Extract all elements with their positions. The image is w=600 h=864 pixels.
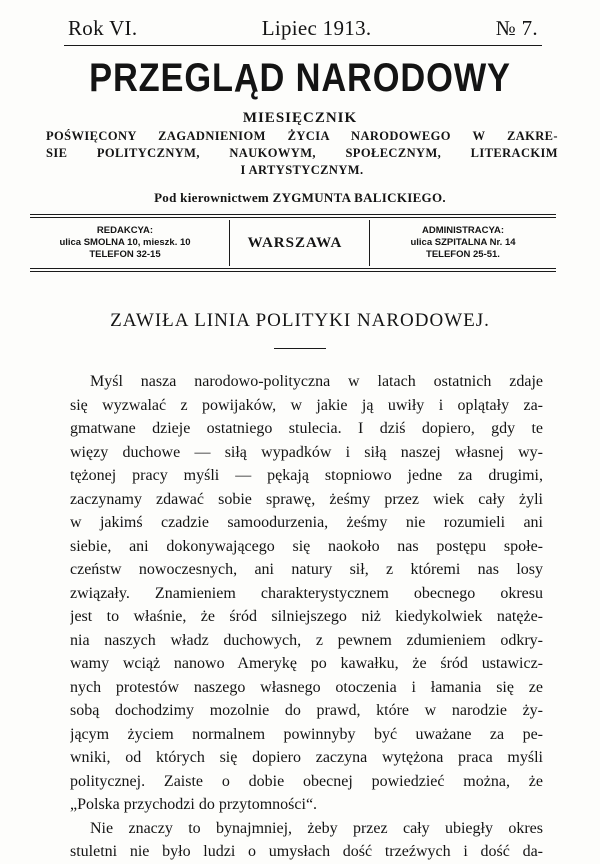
issue-number: № 7. (495, 16, 538, 40)
editor-line: Pod kierownictwem ZYGMUNTA BALICKIEGO. (154, 190, 446, 205)
issue-date: Lipiec 1913. (261, 16, 372, 40)
administration-phone: TELEFON 25-51. (426, 249, 500, 260)
article-headline: ZAWIŁA LINIA POLITYKI NARODOWEJ. (110, 310, 490, 331)
article-line: jest to właśnie, że śród silniejszego niż kiedykolwiek natęże- (70, 608, 543, 625)
article-line: sobą dochodzimy mozolnie do prawd, które w narodzie ży- (70, 702, 543, 719)
info-bar-top-rule (30, 214, 556, 215)
article-line: Myśl nasza narodowo-polityczna w latach ostatnich zdaje (90, 373, 543, 390)
article-line: nych protestów naszego własnego otoczenia i łamania się ze (70, 678, 543, 696)
administration-label: ADMINISTRACYA: (422, 225, 504, 236)
issue-header (68, 16, 538, 42)
info-bar-bottom-rule-2 (30, 271, 556, 272)
administration-office (370, 225, 556, 261)
editorial-office (30, 225, 220, 261)
article-line: w jakimś czadzie samoodurzenia, żeśmy nie rozumieli ani (70, 514, 543, 531)
article-line: „Polska przychodzi do przytomności“. (70, 796, 318, 813)
article-line: czeństw nowoczesnych, ani natury sił, z któremi nas losy (70, 561, 543, 578)
volume-label: Rok VI. (68, 16, 138, 40)
administration-address: ulica SZPITALNA Nr. 14 (410, 237, 516, 248)
editorial-office-address: ulica SMOLNA 10, mieszk. 10 (59, 237, 191, 248)
editorial-office-label: REDAKCYA: (96, 225, 154, 236)
info-bar-bottom-rule (30, 268, 556, 269)
article-line: gmatwane dzieje ostatniego stulecia. I dziś dopiero, gdy te (70, 420, 543, 437)
article-line: stuletni nie było ludzi o umysłach dość trzeźwych i dość da- (70, 843, 543, 860)
headline-rule (274, 348, 326, 349)
info-bar (30, 218, 556, 268)
article-line: wniki, od których się dopiero zaczyna wytężona praca myśli (70, 749, 543, 766)
journal-subtitle: MIESIĘCZNIK (242, 110, 358, 126)
journal-description (46, 128, 558, 179)
article-body (70, 370, 543, 864)
article-line: jącym życiem normalnem powinnyby być uważane za pe- (70, 725, 543, 743)
article-line: zaczynamy zdawać sobie sprawę, żeśmy przez wiek cały żyli (70, 490, 543, 508)
article-line: związały. Znamieniem charakterystycznem obecnego okresu (70, 584, 543, 602)
article-line: wamy wciąż nanowo Amerykę po kawałku, że śród ustawicz- (70, 655, 543, 672)
description-line: I ARTYSTYCZNYM. (240, 163, 364, 177)
article-line: więzy duchowe — siłą wypadków i siłą naszej własnej wy- (70, 443, 543, 461)
description-line: POŚWIĘCONY ZAGADNIENIOM ŻYCIA NARODOWEGO W ZAKRE- (46, 129, 558, 143)
description-line: SIE POLITYCZNYM, NAUKOWYM, SPOŁECZNYM, LITERACKIM (46, 146, 558, 160)
article-line: tężonej pracy myśli — pękają stopniowo jedne za drugimi, (70, 467, 543, 484)
city-name: WARSZAWA (247, 234, 343, 251)
editorial-office-phone: TELEFON 32-15 (89, 249, 161, 260)
article-line: nia naszych władz duchowych, z pewnem zdumieniem odkry- (70, 631, 543, 649)
header-rule (64, 45, 542, 46)
article-line: się wyzwalać z powijaków, w jakie ją uwiły i oplątały za- (70, 396, 543, 414)
article-line: politycznej. Zaiste o dobie obecnej powiedzieć można, że (70, 772, 543, 790)
article-line: Nie znaczy to bynajmniej, żeby przez cały ubiegły okres (90, 819, 543, 837)
journal-title: PRZEGLĄD NARODOWY (89, 56, 511, 100)
article-line: siebie, ani dokonywającego się naokoło nas postępu społe- (70, 537, 543, 555)
